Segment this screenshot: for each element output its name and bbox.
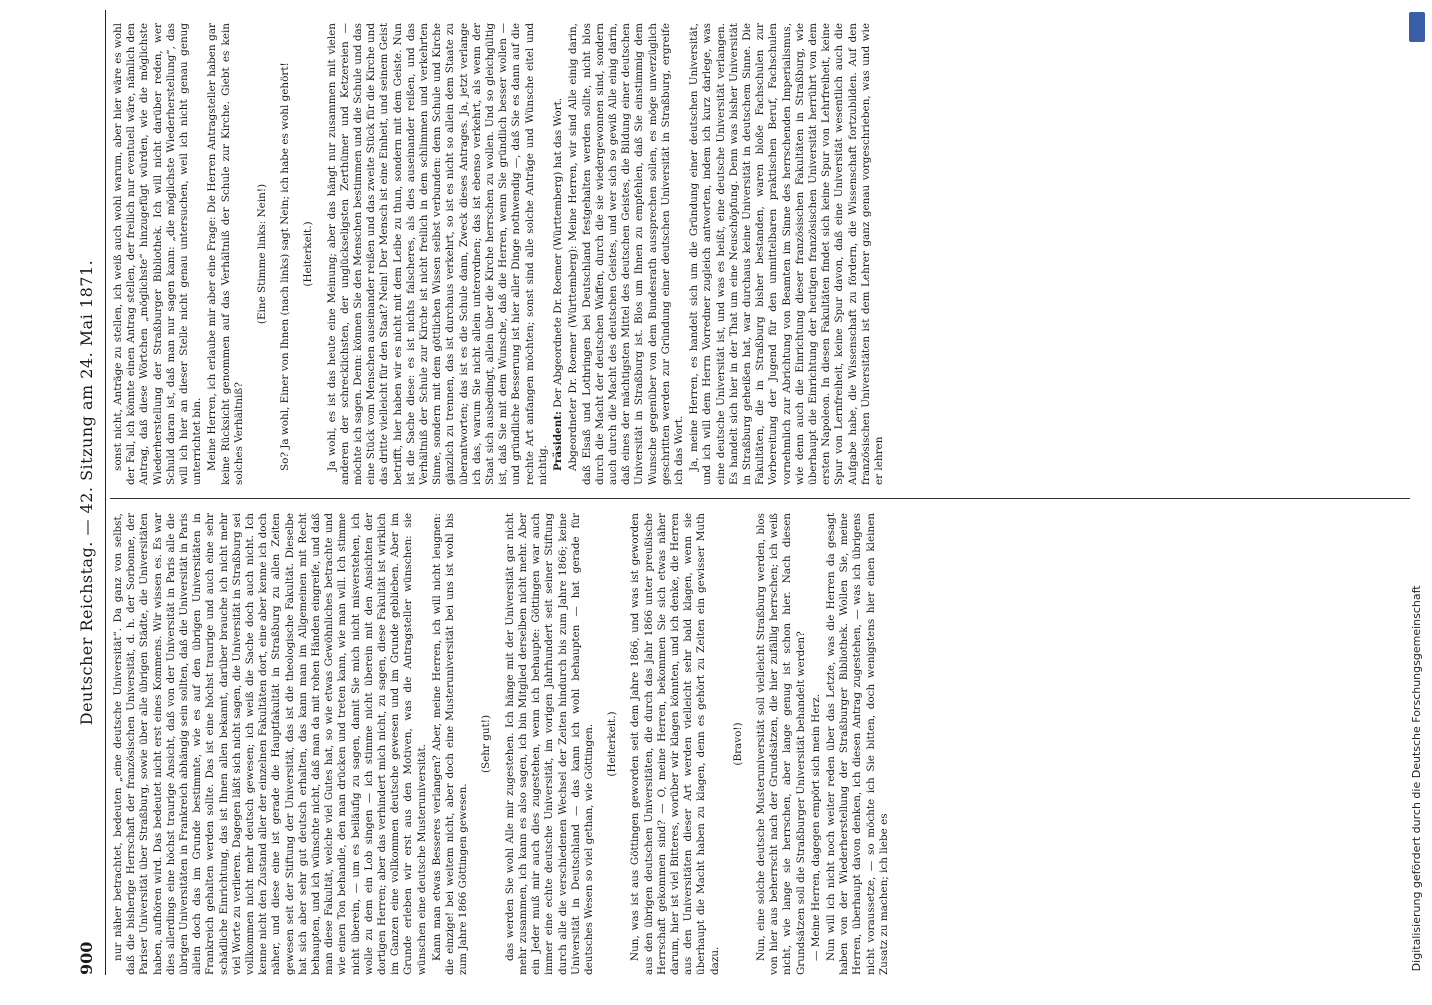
paragraph: Abgeordneter Dr. Roemer (Württemberg): Meine Herren, wir sind Alle einig darin, daß Elsaß und Lothringen bei Deutschland festgehalten werden sollte, nicht blos durch die Macht der deutschen Waffen, durch die sie wiedergewonnen sind, sondern auch durch die Macht des deutschen Geistes, und wer sich so gewiß Alle einig darin, daß eines der mächtigsten Mittel des deutschen Geistes, die Bildung einer deutschen Universität in Straßburg ist. Blos um Ihnen zu empfehlen, daß Sie einstimmig dem Wunsche gegenüber von dem Bundesrath aussprechen sollen, es möge unverzüglich geschritten werden zur Gründung einer deutschen Universität in Straßburg, ergreife ich das Wort.: [567, 23, 685, 485]
header-rule: [105, 10, 106, 975]
page-number: 900: [77, 941, 96, 975]
reaction: (Sehr gut!): [480, 714, 493, 774]
speaker-text: Der Abgeordnete Dr. Roemer (Württemberg) hat das Wort.: [552, 97, 565, 408]
paragraph: Nun, was ist aus Göttingen geworden seit dem Jahre 1866, und was ist geworden aus den übrigen deutschen Universitäten, die durch das Jahr 1866 unter preußische Herrschaft gekommen sind? — O, meine Herren, bekommen Sie sich etwas näher darum, hier ist viel Bitteres, worüber wir klagen könnten, und ich denke, die Herren aus den Universitäten dieser Art werden vielleicht sehr bald klagen, wenn sie überhaupt die Macht haben zu klagen, denn es gehört zu Zeiten ein gewisser Muth dazu.: [629, 513, 721, 975]
paragraph: Ja wohl, es ist das heute eine Meinung; aber das hängt nur zusammen mit vielen anderen der schrecklichsten, der unglückseligsten Zerthümer und Ketzereien — möchte ich sagen. Denn: können Sie den Menschen bestimmen und die Schule und das eine Stück vom Menschen auseinander reißen und das zweite Stück für die Kirche und das dritte vielleicht für den Staat? Nein! Der Mensch ist eine Einheit, und seinem Geist betrifft, hier haben wir es nicht mit dem Leibe zu thun, sondern mit dem Geiste. Nun ist die Sache diese: es ist nichts falscheres, als dies auseinander reißen, und das Verhältniß der Schule zur Kirche ist nicht freilich in dem schlimmen und verkehrten Sinne, sondern mit dem göttlichen Wissen selbst verbunden: denn Schule und Kirche gänzlich zu trennen, das ist durchaus verkehrt, so ist es nicht so allein dem Staate zu überantworten; das ist es die Schule dann, Zweck dieses Antrages. Ja, jetzt verlange ich das, warum Sie nicht allein unterordnen; das ist ebenso verkehrt, als wenn der Staat sich ausbedingt, allein über die Kirche herrschen zu wollen. Und so gleichgültig ist, daß Sie mit dem Wunsche, daß die Herren, wenn Sie gründlich besser wollen — und gründliche Besserung ist hier aller Dinge nothwendig —, daß Sie es dann auf die rechte Art anfangen möchten; sonst sind alle solche Anträge und Wünsche eitel und nichtig.: [325, 23, 549, 485]
speaker-paragraph: [552, 23, 565, 485]
funding-text: [1406, 15, 1428, 1005]
funding-stamp: [1406, 10, 1428, 1005]
paragraph: Kann man etwas Besseres verlangen? Aber, meine Herren, ich will nicht leugnen: die einzige! bei weitem nicht, aber doch eine Musteruniversität bei uns ist wohl bis zum Jahre 1866 Göttingen gewesen.: [430, 513, 470, 975]
left-column: [112, 513, 1412, 975]
reaction: (Heiterkeit.): [302, 221, 315, 287]
speaker-label: Präsident:: [552, 411, 565, 471]
paragraph: Ja, meine Herren, es handelt sich um die Gründung einer deutschen Universität, und ich will dem Herrn Vorredner zugleich antworten, indem ich kurz darlege, was eine deutsche Universität ist, und was es heißt, eine deutsche Universität verlangen. Es handelt sich hier in der That um eine Neuschöpfung. Denn was bisher Universität in Straßburg geheißen hat, war durchaus keine Universität in deutschem Sinne. Die Fakultäten, die in Straßburg bisher bestanden, waren bloße Fachschulen zur Vorbereitung der Jugend für den unmittelbaren praktischen Beruf, Fachschulen vornehmlich zur Abrichtung von Beamten im Sinne des herrschenden Imperialismus, wie denn auch die Einrichtung dieser französischen Fakultäten in Straßburg, wie überhaupt die Einrichtung der heutigen französischen Universität herrührt von dem ersten Napoleon. In diesen Fakultäten findet sich keine Spur von Lehrfreiheit, keine Spur von Lernfreiheit, keine Spur davon, daß eine Universität wesentlich auch die Aufgabe habe, die Wissenschaft zu fördern, die Wissenschaft fortzubilden. Auf den französischen Universitäten ist dem Lehrer ganz genau vorgeschrieben, was und wie er lehren: [688, 23, 885, 485]
paragraph: nur näher betrachtet, bedeuten „eine deutsche Universität“. Da ganz von selbst, daß die bisherige Herrschaft der französischen Universität, d. h. der Sorbonne, der Pariser Universität über Straßburg, sowie über alle übrigen Städte, die Universitäten haben, aufhören wird. Das bedeutet nicht erst eines Kommens. Wir wissen es. Es war dies allerdings eine höchst traurige Ansicht, daß von der Universität in Paris alle die übrigen Universitäten in Frankreich abhängig sein sollten, daß die Universität in Paris allein doch das im Grunde bestimmte, wie es auf den übrigen Universitäten in Frankreich gehalten werden sollte. Das ist eine höchst traurige und auch eine sehr schädliche Einrichtung, das ist Ihnen allen bekannt, darüber brauche ich nicht mehr viel Worte zu verlieren. Dagegen läßt sich nicht sagen, die Universität in Straßburg sei vollkommen nicht mehr deutsch gewesen; ich weiß die Sache doch auch nicht. Ich kenne nicht den Zustand aller der einzelnen Fakultäten dort, eine aber kenne ich doch näher, und diese eine ist gerade die Hauptfakultät in Straßburg zu allen Zeiten gewesen seit der Stiftung der Universität, das ist die theologische Fakultät. Dieselbe hat sich aber sehr gut deutsch erhalten, das kann man im Allgemeinen mit Recht behaupten, und ich wünschte nicht, daß man da mit rohen Händen eingreife, und daß man diese Fakultät, welche viel Gutes hat, so wie etwas Gewöhnliches betrachte und wie einen Ton behandle, den man drücken und treten kann, wie man will. Ich stimme nicht überein, — um es beiläufig zu sagen, damit Sie mich nicht misverstehen, ich wolle zu dem ein Lob singen — ich stimme nicht überein mit den Ansichten der dortigen Herren; aber das verhindert mich nicht, zu sagen, diese Fakultät ist wirklich im Ganzen eine vollkommen deutsche gewesen und im Grunde geblieben. Aber im Grunde erleben wir erst aus den Motiven, was die Antragsteller wünschen: sie wünschen eine deutsche Musteruniversität.: [112, 513, 428, 975]
rotated-document-page: [72, 10, 1412, 975]
funding-caption: Digitalisierung gefördert durch die Deutsche Forschungsgemeinschaft: [1410, 585, 1423, 972]
paragraph: Nun, eine solche deutsche Musteruniversität soll vielleicht Straßburg werden, blos von hier aus beherrscht nach der Grundsätzen, die hier zufällig herrschen; ich weiß nicht, wie lange sie herrschen, aber lange genug ist schon hier. Nach diesen Grundsätzen soll die Straßburger Universität behandelt werden?: [754, 513, 807, 975]
dfg-logo-text: DFG: [1410, 979, 1423, 1005]
paragraph: — Meine Herren, dagegen empört sich mein Herz.: [809, 693, 822, 961]
right-column: [112, 23, 1412, 485]
paragraph: Nun will ich nicht noch weiter reden über das Letzte, was die Herren da gesagt haben von der Wiederherstellung der Straßburger Bibliothek. Wollen Sie, meine Herren, überhaupt davon denken, ich diesen Antrag zugestehen, — was ich übrigens nicht voraussetze, — so möchte ich Sie bitten, doch wenigstens hier einen kleinen Zusatz zu machen; ich liebe es: [824, 513, 890, 975]
page-header: [72, 10, 102, 975]
paragraph: sonst nicht, Anträge zu stellen, ich weiß auch wohl warum, aber hier wäre es wohl der Fall, ich könnte einen Antrag stellen, der freilich nur eventuell wäre, nämlich den Antrag, daß diese Wörtchen „möglichste“ hinzugefügt würden, wie die möglichste Wiederherstellung der Straßburger Bibliothek. Ich will nicht darüber reden, wer Schuld daran ist, daß man nur sagen kann: „die möglichste Wiederherstellung“, das will ich hier an dieser Stelle nicht genau untersuchen, weil ich nicht genau genug unterrichtet bin.: [112, 23, 204, 485]
paragraph: das werden Sie wohl Alle mir zugestehen. Ich hänge mit der Universität gar nicht mehr zusammen, ich kann es also sagen, ich bin Mitglied derselben nicht mehr. Aber ein Jeder muß mir auch dies zugestehen, wenn ich behaupte: Göttingen war auch immer eine echte deutsche Universität, im vorigen Jahrhundert seit seiner Stiftung durch alle die verschiedenen Wechsel der Zeiten hindurch bis zum Jahre 1866; keine Universität in Deutschland — das kann ich wohl behaupten — hat gerade für deutsches Wesen so viel gethan, wie Göttingen.: [503, 513, 595, 975]
reaction: (Heiterkeit.): [606, 711, 619, 777]
reaction: (Eine Stimme links: Nein!): [256, 183, 269, 325]
column-divider: [110, 498, 1410, 499]
running-title: Deutscher Reichstag. — 42. Sitzung am 24. Mai 1871.: [77, 259, 96, 726]
paragraph: So? Ja wohl, Einer von Ihnen (nach links) sagt Nein; ich habe es wohl gehört!: [279, 62, 292, 471]
paragraph: Meine Herren, ich erlaube mir aber eine Frage: Die Herren Antragsteller haben gar keine Rücksicht genommen auf das Verhältniß der Schule zur Kirche. Giebt es kein solches Verhältniß?: [206, 23, 245, 485]
reaction: (Bravo!): [731, 722, 744, 766]
